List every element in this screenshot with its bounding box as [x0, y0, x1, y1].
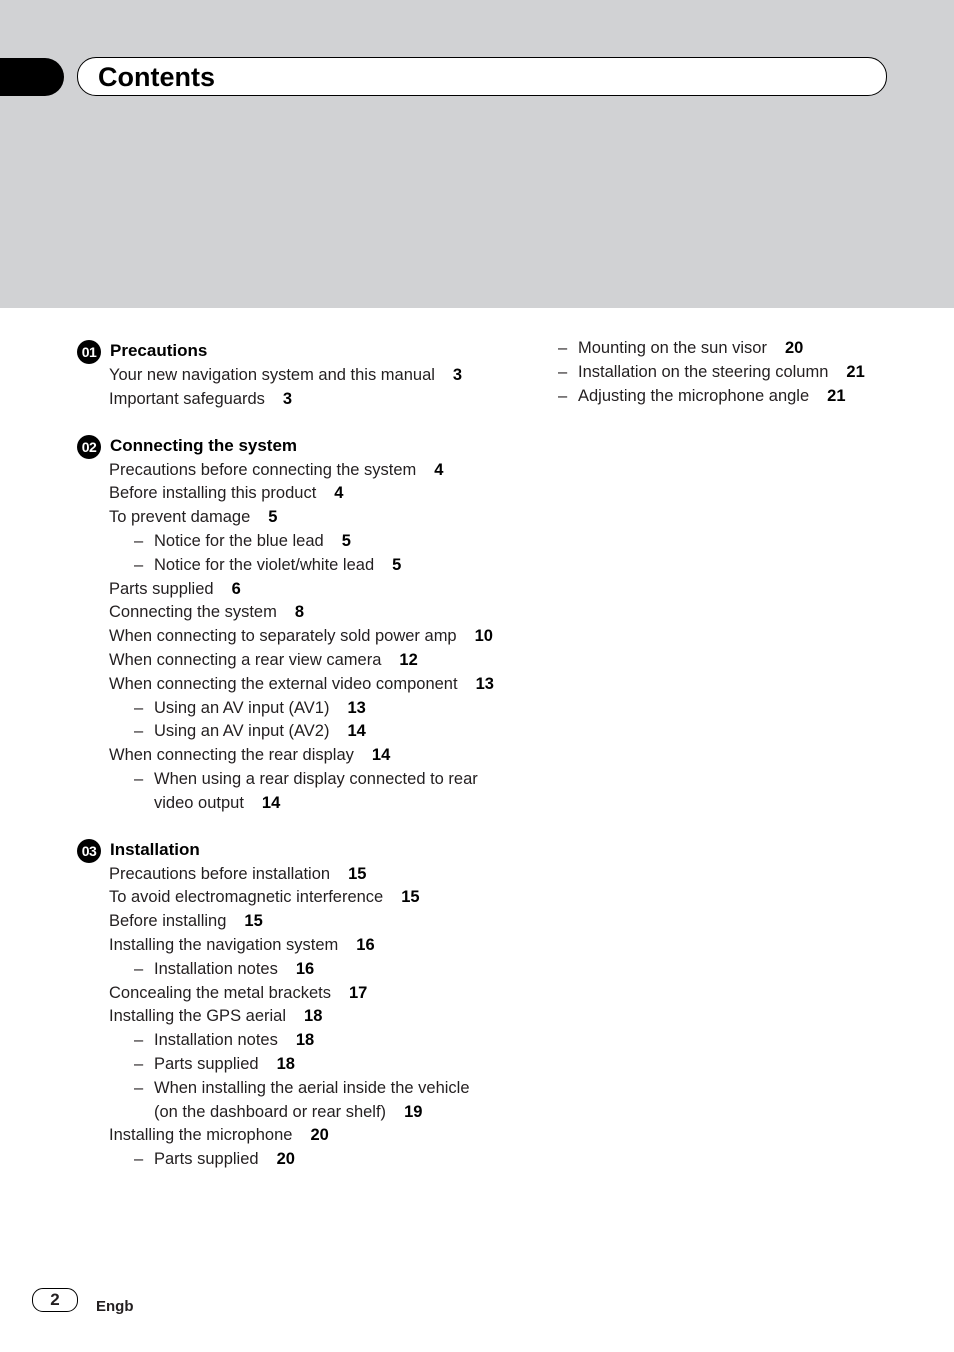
entry-text: Using an AV input (AV1): [154, 698, 330, 717]
title-box: [77, 57, 887, 96]
section-number-badge: 01: [77, 340, 101, 364]
entry-text: Precautions before installation: [109, 864, 331, 883]
entry-text: Concealing the metal brackets: [109, 983, 331, 1002]
page-title: Contents: [98, 62, 215, 92]
section-title: Connecting the system: [110, 435, 298, 455]
entry-page: 8: [294, 603, 305, 622]
dash-bullet: –: [134, 959, 144, 978]
toc-subentry[interactable]: [558, 361, 938, 385]
dash-bullet: –: [134, 698, 144, 717]
section-heading[interactable]: [77, 338, 497, 362]
entry-page: 14: [347, 722, 366, 741]
toc-entry[interactable]: [77, 506, 497, 530]
entry-page: 20: [310, 1126, 329, 1145]
entry-page: 5: [392, 555, 402, 574]
dash-bullet: –: [134, 1150, 144, 1169]
toc-entry[interactable]: [77, 886, 497, 910]
entry-page: 5: [341, 531, 351, 550]
toc-subentry[interactable]: [77, 958, 497, 982]
toc-subentry[interactable]: [77, 554, 497, 578]
toc-subentry[interactable]: [558, 385, 938, 409]
entry-text: Precautions before connecting the system: [109, 460, 417, 479]
entry-page: 13: [347, 698, 366, 717]
entry-page: 3: [282, 389, 293, 408]
toc-entry[interactable]: [77, 649, 497, 673]
section-heading[interactable]: [77, 433, 497, 457]
entry-page: 4: [434, 460, 444, 479]
section-title: Precautions: [110, 341, 208, 360]
footer-language-code: Engb: [96, 1298, 134, 1315]
entry-text: Parts supplied: [154, 1054, 259, 1073]
toc-entry[interactable]: [77, 364, 497, 388]
entry-text: When connecting the rear display: [109, 746, 354, 765]
entry-text: Installation notes: [154, 1031, 278, 1050]
entry-text: Using an AV input (AV2): [154, 722, 330, 741]
entry-page: 6: [231, 579, 241, 598]
entry-page: 3: [452, 366, 463, 384]
toc-entry[interactable]: [77, 388, 497, 412]
dash-bullet: –: [558, 339, 568, 357]
toc-section-installation: [77, 837, 497, 1172]
toc-subentry[interactable]: [77, 720, 497, 744]
toc-entry[interactable]: [77, 910, 497, 934]
entry-page: 15: [401, 888, 420, 907]
toc-entry[interactable]: [77, 601, 497, 625]
dash-bullet: –: [134, 531, 144, 550]
entry-text: Installing the microphone: [109, 1126, 293, 1145]
entry-page: 15: [244, 912, 263, 931]
toc-section-precautions: [77, 338, 497, 412]
section-number-badge: 02: [77, 435, 101, 459]
dash-bullet: –: [558, 362, 568, 381]
entry-text: Before installing: [109, 912, 227, 931]
toc-subentry[interactable]: [77, 697, 497, 721]
entry-page: 19: [404, 1102, 423, 1121]
toc-left-column: [77, 338, 497, 1193]
entry-page: 13: [475, 674, 494, 693]
section-tab-marker: [0, 58, 64, 96]
entry-page: 21: [846, 362, 865, 381]
entry-text: Installing the navigation system: [109, 935, 339, 954]
toc-subentry[interactable]: [77, 1077, 497, 1125]
section-title: Installation: [110, 839, 200, 859]
entry-text: When installing the aerial inside the vehicle (on the dashboard or rear shelf): [154, 1078, 470, 1121]
dash-bullet: –: [134, 555, 144, 574]
entry-page: 18: [276, 1054, 295, 1073]
entry-page: 10: [474, 627, 493, 646]
entry-page: 18: [295, 1031, 315, 1050]
toc-entry[interactable]: [77, 673, 497, 697]
toc-subentry[interactable]: [77, 1148, 497, 1172]
entry-page: 4: [334, 484, 344, 503]
entry-text: Connecting the system: [109, 603, 277, 622]
entry-text: When using a rear display connected to rear video output: [154, 769, 478, 812]
dash-bullet: –: [558, 386, 568, 405]
toc-subentry[interactable]: [77, 530, 497, 554]
entry-text: Notice for the violet/white lead: [154, 555, 375, 574]
entry-text: When connecting a rear view camera: [109, 650, 382, 669]
entry-page: 21: [827, 386, 846, 405]
entry-text: Parts supplied: [154, 1150, 259, 1169]
entry-text: Important safeguards: [109, 389, 265, 408]
entry-page: 20: [276, 1150, 295, 1169]
header-band: [0, 0, 954, 308]
entry-page: 18: [304, 1007, 323, 1026]
dash-bullet: –: [134, 1031, 144, 1050]
dash-bullet: –: [134, 769, 144, 788]
toc-entry[interactable]: [77, 578, 497, 602]
entry-page: 16: [356, 935, 375, 954]
entry-text: To avoid electromagnetic interference: [109, 888, 384, 907]
footer-page-number: 2: [32, 1288, 78, 1312]
entry-text: Notice for the blue lead: [154, 531, 324, 550]
entry-text: Installing the GPS aerial: [109, 1007, 287, 1026]
entry-page: 12: [399, 650, 418, 669]
toc-right-column: [558, 337, 938, 408]
entry-text: Your new navigation system and this manual: [109, 366, 435, 384]
entry-text: Installation on the steering column: [578, 362, 829, 381]
entry-text: Before installing this product: [109, 484, 317, 503]
toc-entry[interactable]: [77, 863, 497, 887]
toc-section-connecting: [77, 433, 497, 816]
entry-page: 17: [348, 983, 368, 1002]
entry-text: When connecting the external video component: [109, 674, 458, 693]
toc-entry[interactable]: [77, 459, 497, 483]
toc-subentry[interactable]: [77, 1053, 497, 1077]
entry-text: When connecting to separately sold power amp: [109, 627, 457, 646]
entry-page: 14: [261, 793, 281, 812]
toc-entry[interactable]: [77, 1124, 497, 1148]
dash-bullet: –: [134, 1078, 144, 1097]
entry-text: Mounting on the sun visor: [578, 339, 767, 357]
toc-subentry[interactable]: [558, 337, 938, 361]
entry-page: 20: [784, 339, 804, 357]
entry-page: 16: [295, 959, 315, 978]
toc-entry[interactable]: [77, 1005, 497, 1029]
dash-bullet: –: [134, 722, 144, 741]
toc-entry[interactable]: [77, 982, 497, 1006]
toc-entry[interactable]: [77, 482, 497, 506]
entry-text: Parts supplied: [109, 579, 214, 598]
section-number-badge: 03: [77, 839, 101, 863]
entry-text: To prevent damage: [109, 508, 251, 527]
toc-entry[interactable]: [77, 934, 497, 958]
section-heading[interactable]: [77, 837, 497, 861]
toc-entry[interactable]: [77, 744, 497, 768]
entry-text: Adjusting the microphone angle: [578, 386, 810, 405]
toc-subentry[interactable]: [77, 768, 497, 816]
entry-page: 15: [348, 864, 367, 883]
toc-subentry[interactable]: [77, 1029, 497, 1053]
entry-page: 5: [268, 508, 278, 527]
entry-text: Installation notes: [154, 959, 278, 978]
toc-entry[interactable]: [77, 625, 497, 649]
entry-page: 14: [371, 746, 391, 765]
dash-bullet: –: [134, 1054, 144, 1073]
